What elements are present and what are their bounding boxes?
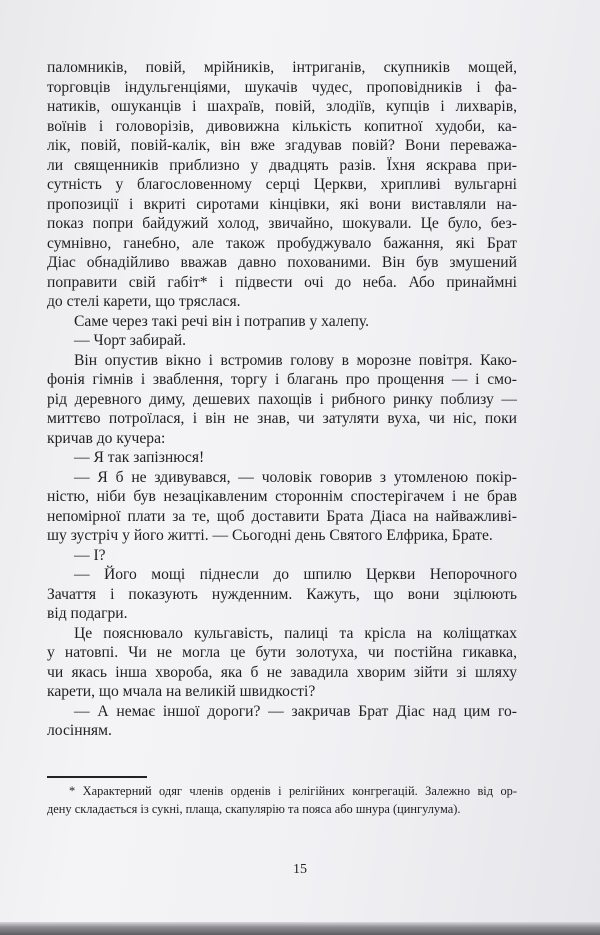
text-line: Він опустив вікно і встромив голову в морозне повітря. Како- xyxy=(74,351,517,369)
paragraph xyxy=(47,448,517,468)
paragraph xyxy=(47,351,517,449)
text-line: сутність у благословенному серці Церкви, хрипливі вульгарні xyxy=(47,176,517,193)
text-line: Саме через такі речі він і потрапив у халепу. xyxy=(74,312,369,330)
paragraph xyxy=(47,331,517,351)
footnote-divider xyxy=(47,776,147,778)
text-line: — І? xyxy=(74,546,106,564)
text-line: натиків, ошуканців і шахраїв, повій, злодіїв, купців і лихварів, xyxy=(47,98,517,115)
text-line: кричав до кучера: xyxy=(47,429,166,447)
text-line: до стелі карети, що тряслася. xyxy=(47,293,241,310)
paragraph xyxy=(47,702,517,741)
paragraph xyxy=(47,468,517,546)
text-line: непомірної плати за те, щоб доставити Брата Діаса на найважливі- xyxy=(47,507,517,525)
text-line: шу зустріч у його житті. — Сьогодні день Святого Елфрика, Брате. xyxy=(47,527,493,544)
footnote-line: дену складається із сукні, плаща, скапулярію та пояса або шнура (цингулума). xyxy=(47,802,461,816)
text-line: від подагри. xyxy=(47,605,128,622)
text-line: — Чорт забирай. xyxy=(74,332,187,349)
paragraph xyxy=(47,58,517,312)
paragraph xyxy=(47,546,517,566)
text-line: Зачаття і показують нужденним. Кажуть, що вони зцілюють xyxy=(47,585,517,603)
text-line: ли священників приблизно у двадцять разів. Їхня яскрава при- xyxy=(47,156,517,174)
paragraph xyxy=(47,312,517,332)
text-line: — А немає іншої дороги? — закричав Брат Діас над цим го- xyxy=(74,702,517,720)
page-edge xyxy=(0,922,600,935)
text-line: фонія гімнів і зваблення, торгу і благань про прощення — і смо- xyxy=(47,371,517,388)
text-line: лік, повій, повій-калік, він вже згадував повій? Вони переважа- xyxy=(47,137,517,154)
body-text xyxy=(47,58,517,741)
text-line: Це пояснювало кульгавість, палиці та крісла на коліщатках xyxy=(74,624,517,642)
text-line: карети, що мчала на великій швидкості? xyxy=(47,683,316,700)
footnote-line: * Характерний одяг членів орденів і релігійних конгрегацій. Залежно від ор- xyxy=(69,784,517,798)
text-line: — Його мощі піднесли до шпилю Церкви Непорочного xyxy=(74,566,517,583)
footnote xyxy=(47,782,517,818)
text-line: чи якась інша хвороба, яка б не завадила хворим зійти зі шляху xyxy=(47,663,517,681)
text-line: показ попри байдужий холод, звичайно, шокували. Це було, без- xyxy=(47,215,517,232)
paragraph xyxy=(47,624,517,702)
text-line: рід деревного диму, дешевих пахощів і рибного ринку поблизу — xyxy=(47,390,517,408)
text-line: паломників, повій, мрійників, інтриганів, скупників мощей, xyxy=(47,59,517,76)
text-line: воїнів і головорізів, дивовижна кількість копитної худоби, ка- xyxy=(47,117,517,135)
text-line: сумнівно, ганебно, але також пробуджувало бажання, які Брат xyxy=(47,234,517,252)
text-line: торговців індульгенціями, шукачів чудес, проповідників і фа- xyxy=(47,78,517,96)
text-line: ністю, ніби був незацікавленим стороннім спостерігачем і не брав xyxy=(47,488,517,505)
page-number: 15 xyxy=(293,862,307,877)
text-line: — Я б не здивувався, — чоловік говорив з утомленою покір- xyxy=(74,468,517,486)
text-line: — Я так запізнюся! xyxy=(74,449,205,466)
text-line: миттєво потроїлася, і він не знав, чи затуляти вуха, чи ніс, поки xyxy=(47,410,517,427)
text-line: пропозиції і вкриті сиротами кінцівки, які вони виставляли на- xyxy=(47,195,517,213)
text-line: у натовпі. Чи не могла це бути золотуха, чи постійна гикавка, xyxy=(47,644,517,661)
text-line: Діас обнадійливо вважав давно похованими. Він був змушений xyxy=(47,254,517,271)
text-line: поправити свій габіт* і підвести очі до неба. Або принаймні xyxy=(47,273,517,291)
paragraph xyxy=(47,565,517,624)
text-line: лосінням. xyxy=(47,722,112,739)
